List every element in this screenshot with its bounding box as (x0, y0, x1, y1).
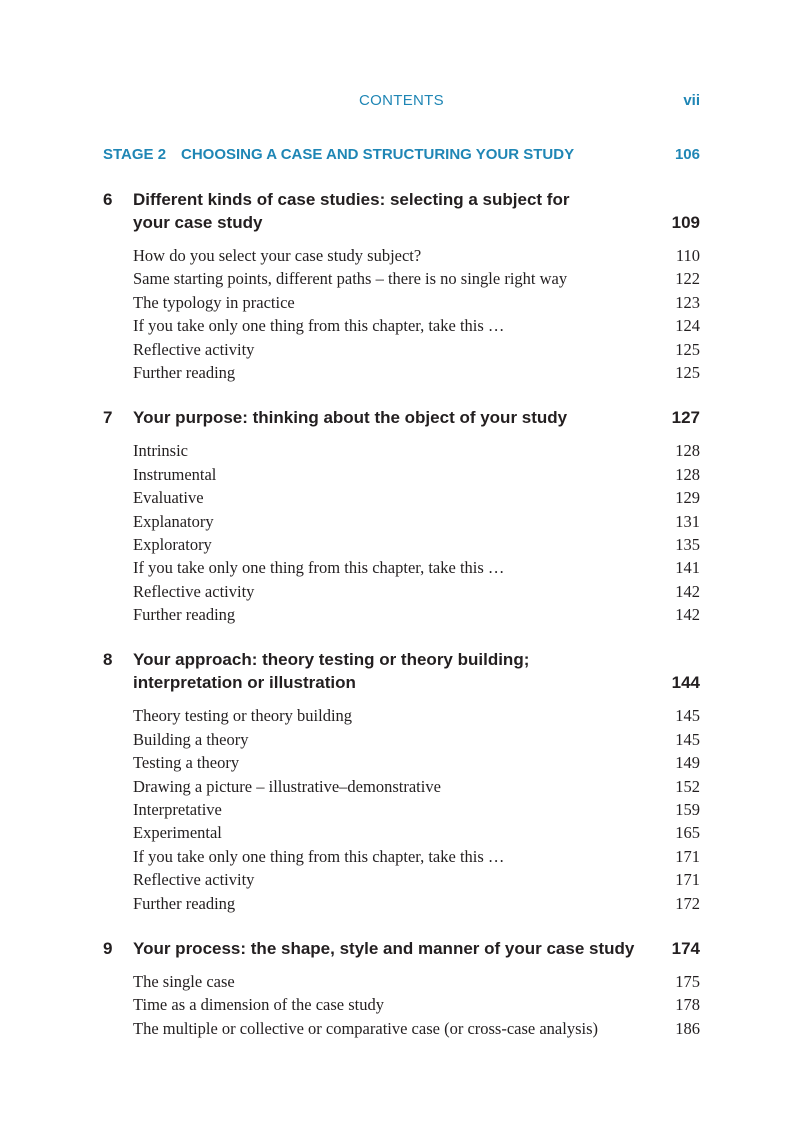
section-entry[interactable] (133, 603, 700, 626)
chapter-page: 127 (671, 408, 700, 428)
chapter-heading[interactable] (103, 648, 700, 694)
section-entry[interactable] (133, 580, 700, 603)
chapter-7 (103, 406, 700, 626)
section-title: Reflective activity (133, 581, 255, 601)
section-title: Time as a dimension of the case study (133, 995, 384, 1015)
section-title: Drawing a picture – illustrative–demonstrative (133, 776, 441, 796)
section-page: 145 (675, 729, 700, 749)
section-entry[interactable] (133, 751, 700, 774)
stage-page: 106 (674, 146, 700, 163)
section-page: 129 (675, 488, 700, 508)
page-number: vii (683, 92, 700, 109)
chapter-number: 6 (103, 190, 113, 209)
section-title: The single case (133, 971, 235, 991)
section-title: Instrumental (133, 464, 217, 484)
section-title: Reflective activity (133, 339, 255, 359)
chapter-title: Your purpose: thinking about the object of your study (133, 408, 568, 428)
section-page: 178 (675, 995, 700, 1015)
chapter-page: 174 (671, 938, 700, 958)
section-title: Reflective activity (133, 870, 255, 890)
section-page: 128 (675, 464, 700, 484)
section-page: 172 (675, 893, 700, 913)
section-page: 124 (675, 316, 700, 336)
chapter-page: 144 (671, 673, 700, 693)
section-page: 142 (675, 605, 700, 625)
stage-title: CHOOSING A CASE AND STRUCTURING YOUR STUDY (181, 146, 575, 163)
section-entry[interactable] (133, 314, 700, 337)
section-entry[interactable] (133, 704, 700, 727)
section-entry[interactable] (133, 845, 700, 868)
section-title: Intrinsic (133, 441, 188, 461)
section-entry[interactable] (133, 338, 700, 361)
section-title: Exploratory (133, 534, 212, 554)
section-title: Interpretative (133, 800, 222, 820)
section-entry[interactable] (133, 439, 700, 462)
section-page: 145 (675, 706, 700, 726)
section-page: 141 (675, 558, 700, 578)
section-entry[interactable] (133, 510, 700, 533)
stage-label: STAGE 2 (103, 146, 167, 163)
section-page: 125 (675, 339, 700, 359)
section-page: 122 (675, 269, 700, 289)
section-page: 131 (675, 511, 700, 531)
section-entry[interactable] (133, 463, 700, 486)
section-entry[interactable] (133, 892, 700, 915)
section-title: Same starting points, different paths – there is no single right way (133, 269, 568, 289)
section-title: Explanatory (133, 511, 214, 531)
chapter-number: 8 (103, 650, 113, 670)
chapter-title: Your approach: theory testing or theory building; interpretation or illustration (133, 650, 530, 693)
section-entry[interactable] (133, 1017, 700, 1040)
section-page: 123 (675, 292, 700, 312)
section-page: 149 (675, 753, 700, 773)
section-entry[interactable] (133, 993, 700, 1016)
section-page: 152 (675, 776, 700, 796)
section-entry[interactable] (133, 244, 700, 267)
section-entry[interactable] (133, 533, 700, 556)
section-title: Experimental (133, 823, 222, 843)
chapter-title: Your process: the shape, style and manner of your case study (133, 938, 635, 958)
section-page: 125 (675, 362, 700, 382)
section-page: 175 (675, 971, 700, 991)
section-title: How do you select your case study subject? (133, 246, 422, 265)
chapter-heading[interactable] (103, 937, 700, 960)
section-entry[interactable] (133, 970, 700, 993)
section-title: Further reading (133, 605, 236, 625)
section-title: Testing a theory (133, 753, 240, 773)
section-page: 186 (675, 1018, 700, 1038)
section-page: 110 (675, 246, 700, 265)
section-page: 128 (675, 441, 700, 461)
chapter-heading[interactable] (103, 406, 700, 429)
section-list (103, 439, 700, 626)
chapter-heading[interactable] (103, 188, 700, 234)
section-page: 171 (675, 846, 700, 866)
section-entry[interactable] (133, 728, 700, 751)
section-title: If you take only one thing from this chapter, take this … (133, 316, 505, 336)
chapter-number: 9 (103, 938, 113, 958)
section-title: The typology in practice (133, 292, 295, 312)
section-entry[interactable] (133, 556, 700, 579)
table-of-contents (103, 144, 700, 1040)
chapter-page: 109 (671, 213, 700, 232)
section-page: 142 (675, 581, 700, 601)
chapter-list (103, 188, 700, 1040)
chapter-8 (103, 648, 700, 915)
section-title: Evaluative (133, 488, 204, 508)
section-entry[interactable] (133, 868, 700, 891)
section-page: 165 (675, 823, 700, 843)
section-title: Further reading (133, 893, 236, 913)
section-page: 171 (675, 870, 700, 890)
chapter-number: 7 (103, 408, 113, 428)
section-entry[interactable] (133, 821, 700, 844)
section-title: Building a theory (133, 729, 249, 749)
section-entry[interactable] (133, 798, 700, 821)
section-title: Further reading (133, 362, 236, 382)
section-title: If you take only one thing from this chapter, take this … (133, 558, 505, 578)
section-entry[interactable] (133, 267, 700, 290)
section-list (103, 244, 700, 384)
chapter-9 (103, 937, 700, 1040)
section-list (103, 704, 700, 915)
running-head-title: CONTENTS (359, 92, 444, 109)
section-title: Theory testing or theory building (133, 706, 353, 726)
section-list (103, 970, 700, 1040)
section-entry[interactable] (133, 361, 700, 384)
running-head (103, 92, 700, 112)
section-page: 159 (675, 800, 700, 820)
section-title: The multiple or collective or comparative case (or cross-case analysis) (133, 1018, 599, 1038)
section-entry[interactable] (133, 775, 700, 798)
section-title: If you take only one thing from this chapter, take this … (133, 846, 505, 866)
chapter-6 (103, 188, 700, 384)
section-page: 135 (675, 534, 700, 554)
stage-heading[interactable] (103, 144, 700, 166)
section-entry[interactable] (133, 291, 700, 314)
section-entry[interactable] (133, 486, 700, 509)
chapter-title: Different kinds of case studies: selecting a subject for your case study (133, 190, 570, 232)
